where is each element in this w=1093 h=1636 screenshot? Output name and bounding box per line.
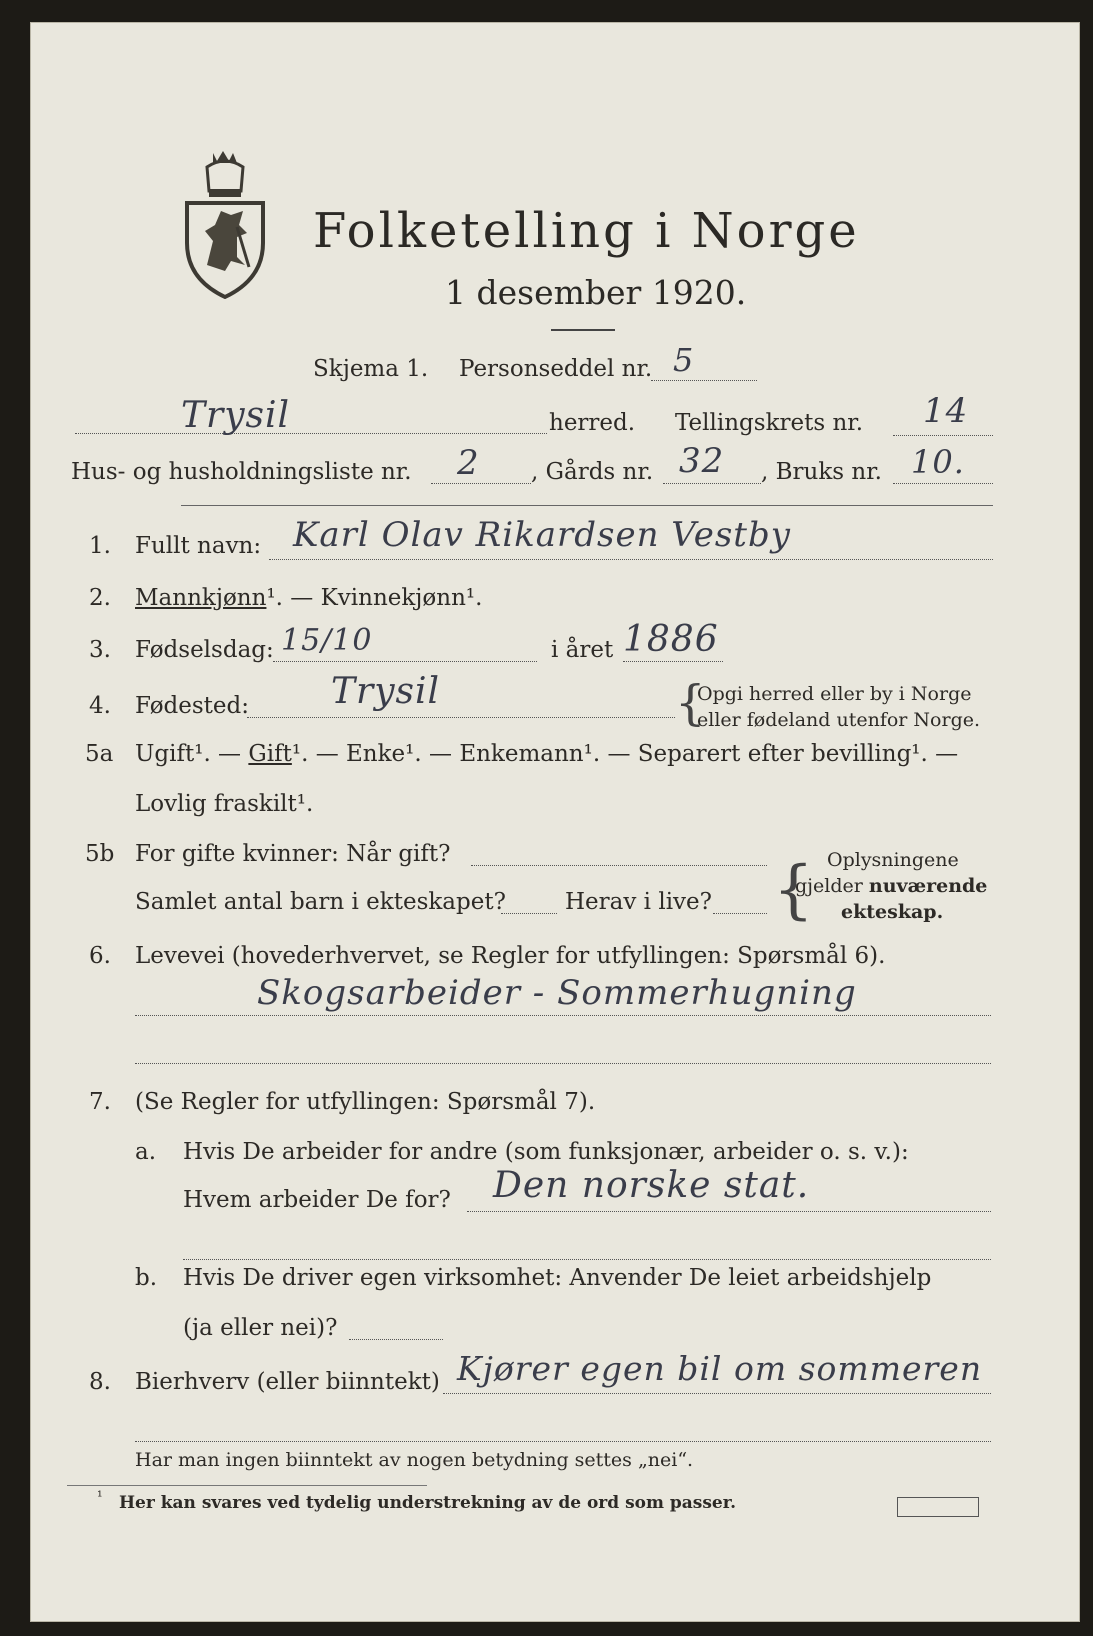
- schema-label: Skjema 1.: [313, 356, 429, 382]
- q5b-number: 5b: [85, 841, 115, 867]
- when-married-label: For gifte kvinner: Når gift?: [135, 841, 451, 867]
- bruks-label: , Bruks nr.: [761, 459, 882, 485]
- bruks-value[interactable]: 10.: [911, 443, 965, 481]
- full-name-value[interactable]: Karl Olav Rikardsen Vestby: [293, 515, 791, 555]
- marriage-note-3: ekteskap.: [841, 901, 944, 923]
- q1-label: Fullt navn:: [135, 533, 262, 559]
- q8-number: 8.: [89, 1369, 111, 1395]
- footnote-text: Her kan svares ved tydelig understrekning av de ord som passer.: [119, 1493, 737, 1513]
- birth-year-value[interactable]: 1886: [623, 619, 719, 660]
- q1-number: 1.: [89, 533, 111, 559]
- birthplace-value[interactable]: Trysil: [331, 671, 441, 712]
- q7-number: 7.: [89, 1089, 111, 1115]
- title-divider: [551, 329, 615, 331]
- q7a-line2: Hvem arbeider De for?: [183, 1187, 451, 1213]
- employer-value[interactable]: Den norske stat.: [493, 1165, 810, 1206]
- q4-label: Fødested:: [135, 693, 250, 719]
- q4-number: 4.: [89, 693, 111, 719]
- tellingskrets-value[interactable]: 14: [923, 391, 969, 431]
- male-option[interactable]: Mannkjønn: [135, 585, 267, 611]
- secondary-income-value[interactable]: Kjører egen bil om sommeren: [457, 1349, 983, 1388]
- husliste-label: Hus- og husholdningsliste nr.: [71, 459, 412, 485]
- q6-number: 6.: [89, 943, 111, 969]
- marriage-note-1: Oplysningene: [827, 849, 959, 871]
- q7b-line1: Hvis De driver egen virksomhet: Anvender De leiet arbeidshjelp: [183, 1265, 932, 1291]
- birthdate-value[interactable]: 15/10: [281, 623, 373, 658]
- marriage-note-2: gjelder nuværende: [795, 875, 988, 897]
- year-label: i året: [551, 637, 614, 663]
- husliste-value[interactable]: 2: [457, 443, 480, 483]
- herred-label: herred.: [549, 410, 636, 436]
- occupation-value[interactable]: Skogsarbeider - Sommerhugning: [257, 973, 857, 1013]
- personseddel-label: Personseddel nr.: [459, 356, 653, 382]
- children-alive-label: Herav i live?: [565, 889, 712, 915]
- q2-number: 2.: [89, 585, 111, 611]
- female-option[interactable]: Kvinnekjønn¹.: [320, 585, 483, 611]
- birthplace-note-1: Opgi herred eller by i Norge: [697, 683, 972, 705]
- gards-value[interactable]: 32: [679, 441, 725, 481]
- q7a-letter: a.: [135, 1139, 157, 1165]
- census-form: Folketelling i Norge 1 desember 1920. Skjema 1. Personseddel nr. 5 Trysil herred. Tellingskrets nr. 14 Hus- og husholdningsliste nr. 2 , Gårds nr. 32 , Bruks nr. 10. 1. Fullt navn: Karl Olav Rikardsen Vestby 2. Mannkjønn¹. — Kvinnekjønn¹. 3. Fødselsdag: 15/10 i året 1886 4. Fødested: Trysil { Opgi herred eller by i Norge eller fødeland utenfor Norge. 5a Ugift¹. — Gift¹. — Enke¹. — Enkemann¹. — Separert efter bevilling¹. — Lovlig fraskilt¹. 5b For gifte kvinner: Når gift? Samlet antal barn i ekteskapet? Herav i live? { Oplysningene gjelder nuværende ekteskap. 6. Levevei (hovederhvervet, se Regler for utfyllingen: Spørsmål 6). Skogsarbeider - Sommerhugning 7. (Se Regler for utfyllingen: Spørsmål 7). a. Hvis De arbeider for andre (som funksjonær, arbeider o. s. v.): Hvem arbeider De for? Den norske stat. b. Hvis De driver egen virksomhet: Anvender De leiet arbeidshjelp (ja eller nei)? 8. Bierhverv (eller biinntekt) Kjører egen bil om sommeren Har man ingen biinntekt av nogen betydning settes „nei“. ¹ Her kan svares ved tydelig understrekning av de ord som passer.: [30, 22, 1080, 1622]
- q3-label: Fødselsdag:: [135, 637, 274, 663]
- printer-stamp-icon: [897, 1497, 979, 1517]
- birthplace-note-2: eller fødeland utenfor Norge.: [697, 709, 981, 731]
- norway-coat-of-arms-icon: [183, 147, 267, 303]
- footnote-mark: ¹: [97, 1489, 103, 1505]
- q7a-line1: Hvis De arbeider for andre (som funksjonær, arbeider o. s. v.):: [183, 1139, 909, 1165]
- personseddel-value[interactable]: 5: [673, 341, 695, 379]
- q7b-line2: (ja eller nei)?: [183, 1315, 338, 1341]
- children-count-label: Samlet antal barn i ekteskapet?: [135, 889, 506, 915]
- gards-label: , Gårds nr.: [531, 459, 654, 485]
- census-date: 1 desember 1920.: [445, 273, 747, 312]
- marital-status-line: Ugift¹. — Gift¹. — Enke¹. — Enkemann¹. — Separert efter bevilling¹. —: [135, 741, 959, 767]
- q8-label: Bierhverv (eller biinntekt): [135, 1369, 440, 1395]
- form-title: Folketelling i Norge: [313, 203, 860, 259]
- q2-line: Mannkjønn¹. — Kvinnekjønn¹.: [135, 585, 483, 611]
- header-divider: [181, 505, 993, 506]
- footer-note: Har man ingen biinntekt av nogen betydning settes „nei“.: [135, 1449, 694, 1471]
- q5a-number: 5a: [85, 741, 114, 767]
- married-option[interactable]: Gift: [248, 741, 292, 767]
- tellingskrets-label: Tellingskrets nr.: [675, 410, 864, 436]
- divorced-option[interactable]: Lovlig fraskilt¹.: [135, 791, 314, 817]
- q7-label: (Se Regler for utfyllingen: Spørsmål 7).: [135, 1089, 596, 1115]
- herred-value[interactable]: Trysil: [181, 395, 291, 436]
- q6-label: Levevei (hovederhvervet, se Regler for utfyllingen: Spørsmål 6).: [135, 943, 886, 969]
- q7b-letter: b.: [135, 1265, 158, 1291]
- q3-number: 3.: [89, 637, 111, 663]
